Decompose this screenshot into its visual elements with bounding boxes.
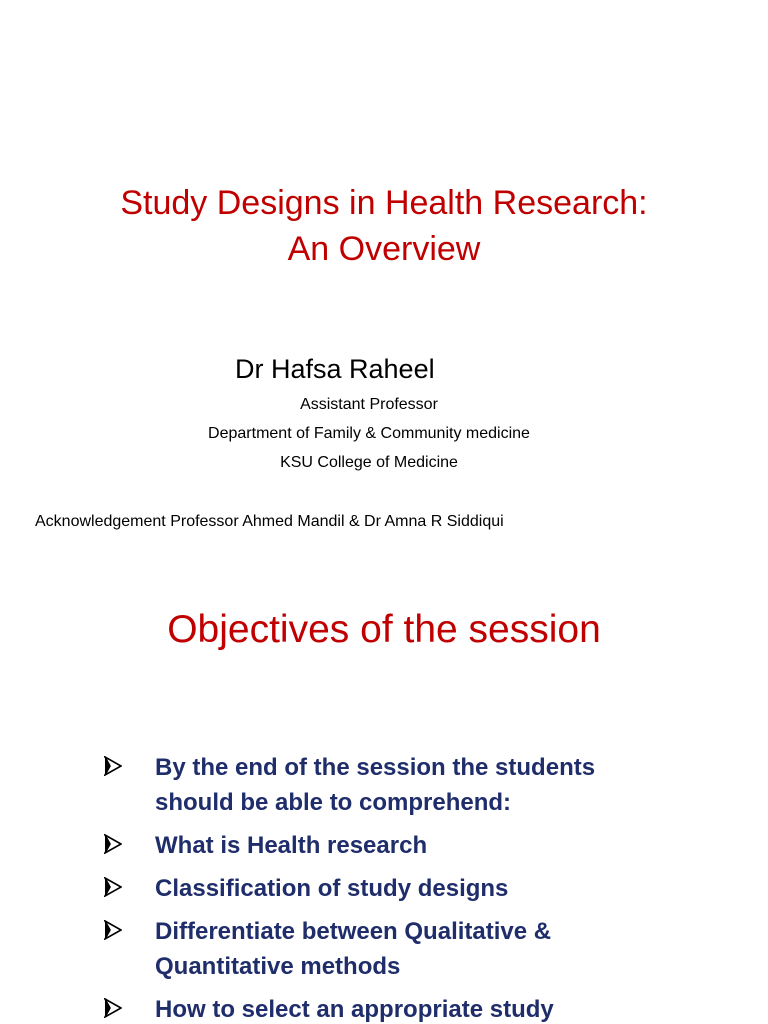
acknowledgement: Acknowledgement Professor Ahmed Mandil & Dr Amna R Siddiqui bbox=[35, 513, 504, 530]
objectives-slide bbox=[0, 570, 768, 1024]
presentation-title bbox=[0, 180, 768, 272]
objective-item bbox=[100, 750, 660, 820]
title-line-1: Study Designs in Health Research: bbox=[120, 184, 648, 222]
arrow-bullet-icon bbox=[104, 992, 126, 1024]
author-institution: KSU College of Medicine bbox=[280, 454, 458, 471]
arrow-bullet-icon bbox=[104, 871, 126, 906]
objectives-title: Objectives of the session bbox=[167, 608, 601, 651]
author-name: Dr Hafsa Raheel bbox=[235, 354, 435, 384]
objective-text: By the end of the session the students should be able to comprehend: bbox=[155, 754, 596, 816]
arrow-bullet-icon bbox=[104, 828, 126, 863]
title-line-2: An Overview bbox=[287, 230, 481, 268]
arrow-bullet-icon bbox=[104, 750, 126, 785]
arrow-bullet-icon bbox=[104, 914, 126, 949]
objectives-list bbox=[100, 750, 660, 1024]
objective-item bbox=[100, 828, 660, 863]
objective-text: Classification of study designs bbox=[155, 875, 509, 902]
objective-text: Differentiate between Qualitative & Quantitative methods bbox=[155, 918, 552, 980]
objective-text: How to select an appropriate study bbox=[155, 996, 554, 1023]
objective-text: What is Health research bbox=[155, 832, 428, 859]
objective-item bbox=[100, 992, 660, 1024]
objective-item bbox=[100, 914, 660, 984]
objective-item bbox=[100, 871, 660, 906]
author-department: Department of Family & Community medicine bbox=[208, 425, 530, 442]
author-position: Assistant Professor bbox=[300, 396, 438, 413]
